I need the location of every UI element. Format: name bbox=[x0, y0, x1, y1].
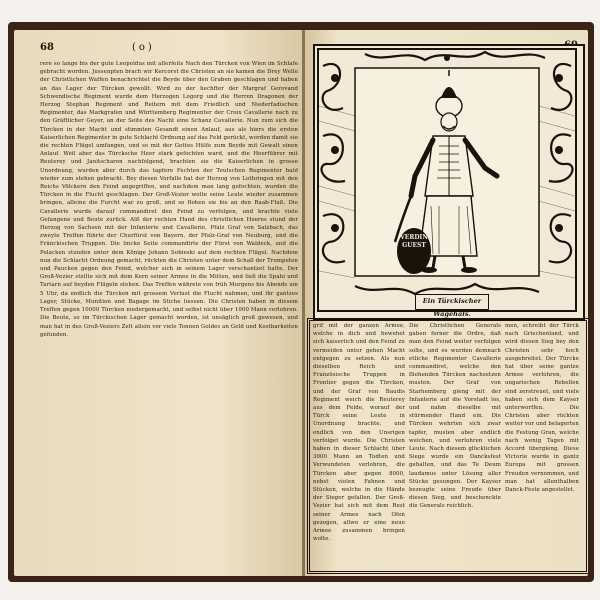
right-page-column-1: grif mit der ganzen Armee, welche in dich und bewehet sich kaiserlich und den Feind zu vermeiden unter gehen Macht entgegen zu setzen. Als nun dieselben Reich und Französische Truppen in Frontier gegen die Türcken, und der Graf von Baudis Regiment weich die Reuterey aus dem Felde, worauf der Türck seine Leute in Unordnung brachte, und endlich von den Unsrigen verfolget wurde. Die Christen haben in dieser Schlacht über 3000 Mann an Todten und Verwundeten verlohren, die Türcken aber gegen 8000, nebst vielen Fahnen und Stücken, welche in die Hände der Sieger gefallen. Der Groß-Vezier hat sich mit dem Rest seiner Armee nach Ofen gezogen, allwo er eine neue Armee zusammen bringen wolte. bbox=[313, 323, 405, 543]
left-page-body-text: rere so lange bis der gute Leopoldus mit allerfeits Nach den Türcken von Wien im Schlafe gebracht worden. Jussenpten brach wir Kercorst die Christen an sie kamen die Drey Welle der Christlichen Waffen benachrichtet die Beyde über den Graben geschlagen und haben an das Lager der Türcken gewollt. Wird zu der hechfter der Margraf Gerovand Schwendische Regiment wurde dem Herzogen Logorg und die Herren Dragonen der Herzog Stephan Regiment und Reitern mit dem Friedlich und Niederfadischen Regimenter, das Markgrafen und Württemberg Regimenter der Croix Cavallerie nach zu den Gräftlicher Geyer, an der Seite des Nacht eine Schanz Cavallerie. Nun zum sich die Türcken in der Macht und stimmten Gesandt einen Anlauf, aus als hiers die ersten Kaiserlichen Regimenter in gute Schlacht Ordnung auf das Feld gerückt, worden damit sie die rechten Flügel umfangen, und so mit der Gottes Hülfe zum Beyde mit Gewalt einen Anlauf. Weil aber das Türcksche Heer stark gefochten ward, und die Heerführer mit Reuterey und Janitscharen nachfolgend, brachten sie die Kaiserlichen in grosse Unordnung, wurden aber durch das tapfere Fechten der Teutschen Regimenter bald wieder zum stehen gebracht. Bey diesen Vorfalle hat der Herzog von Lothringen mit den Reichs Völckern den Feind angegriffen, und nachdem man lang gefochten, wurden die Türcken in die Flucht geschlagen. Der Groß-Vezier wolte seine Leute wieder zusammen bringen, alleine die Furcht war zu groß, und so flohen sie bis an den Raab-Fluß. Die Cavallerie wurde darauf commandiret den Feind zu verfolgen, und brachte viele Gefangene und Beute zurück. Alß der rechten Hand des christlichen Heeres stund der Herzog von Sachsen mit der Infanterie und Cavallerie, Pfalz Graf von Salzbach, das zweyte Treffen führte der Churfürst von Bayern, der Pfalz-Graf von Neuburg, und die Fränckischen Truppen. Die lincke Seite commandirte der Fürst von Waldeck, und die Polacken stunden unter dem Könige Johann Sobieski auf dem rechten Flügel. Nachdem nun die Schlacht Ordnung gemacht, rückten die Christen unter dem Schall der Trompeten und Paucken gegen den Feind, welcher sich in seinem Lager verschantzet hatte. Der Groß-Vezier stellte sich mit dem Kern seiner Armee in die Mitten, und ließ die Spahi und Tartarn auf beyden Flügeln stehen. Das Treffen währete von früh Morgens bis Abends um 5 Uhr, da endlich die Türcken mit grossem Verlust die Flucht nahmen, und ihr gantzes Lager, Stücke, Munition und Bagage im Stiche liessen. Die Christen haben in diesem Treffen gegen 10000 Türcken niedergemacht, und selbst nicht über 1000 Mann verlohren. Die Beute, so im Türckischen Lager gemacht worden, ist unsäglich groß gewesen, und man hat in des Groß-Veziers Zelt allein vor viele Tonnen Goldes an Geld und Kostbarkeiten gefunden. bbox=[40, 61, 298, 338]
open-book bbox=[8, 22, 594, 582]
left-page bbox=[14, 30, 304, 576]
left-page-header bbox=[14, 40, 304, 58]
right-page bbox=[305, 30, 588, 576]
page-number-left: 68 bbox=[40, 42, 54, 53]
woodcut-banner: VERDIN GUEST bbox=[397, 228, 431, 274]
right-page-column-3: men, schreibt der Türck nach Griechenland, und wird diesen Sieg bey den Christen sehr hoch ausgebreitet. Der Türcke hat über seine gantze Armee verlohren, die ungarischen Rebellen sind zerstreuet, und viele haben sich dem Kayser unterworffen. Die Christen aber rückten weiter vor und belagerten die Festung Gran, welche nach wenig Tagen mit Accord übergieng. Diese Victorie wurde in gantz Europa mit grossen Freuden vernommen, und man hat allenthalben Danck-Feste angestellet. bbox=[505, 323, 579, 494]
woodcut-caption: Ein Türckischer Wagehals. bbox=[415, 294, 489, 310]
woodcut-illustration bbox=[313, 44, 585, 320]
ornamental-frame-art bbox=[315, 46, 579, 314]
right-page-column-2: Die Christlichen Generals gaben ferner die Ordre, daß man den Feind weiter verfolgen solte, und es wurden demnach etliche Regimenter Cavallerie commandiret, welche den fliehenden Türcken nachsetzen musten. Der Graf von Starhemberg gieng mit der Infanterie auf die Vorstadt los, und nahm dieselbe mit stürmender Hand ein. Die Türcken wehrten sich zwar tapfer, musten aber endlich weichen, und verlohren viele Leute. Nach diesem glücklichen Siege wurde ein Dancksfest gehalten, und das Te Deum laudamus unter Lösung aller Stücke gesungen. Der Kayser bezeugte seine Freude über diesen Sieg, und beschenckte die Generals reichlich. bbox=[409, 323, 501, 510]
signature-mark: (o) bbox=[132, 42, 155, 53]
